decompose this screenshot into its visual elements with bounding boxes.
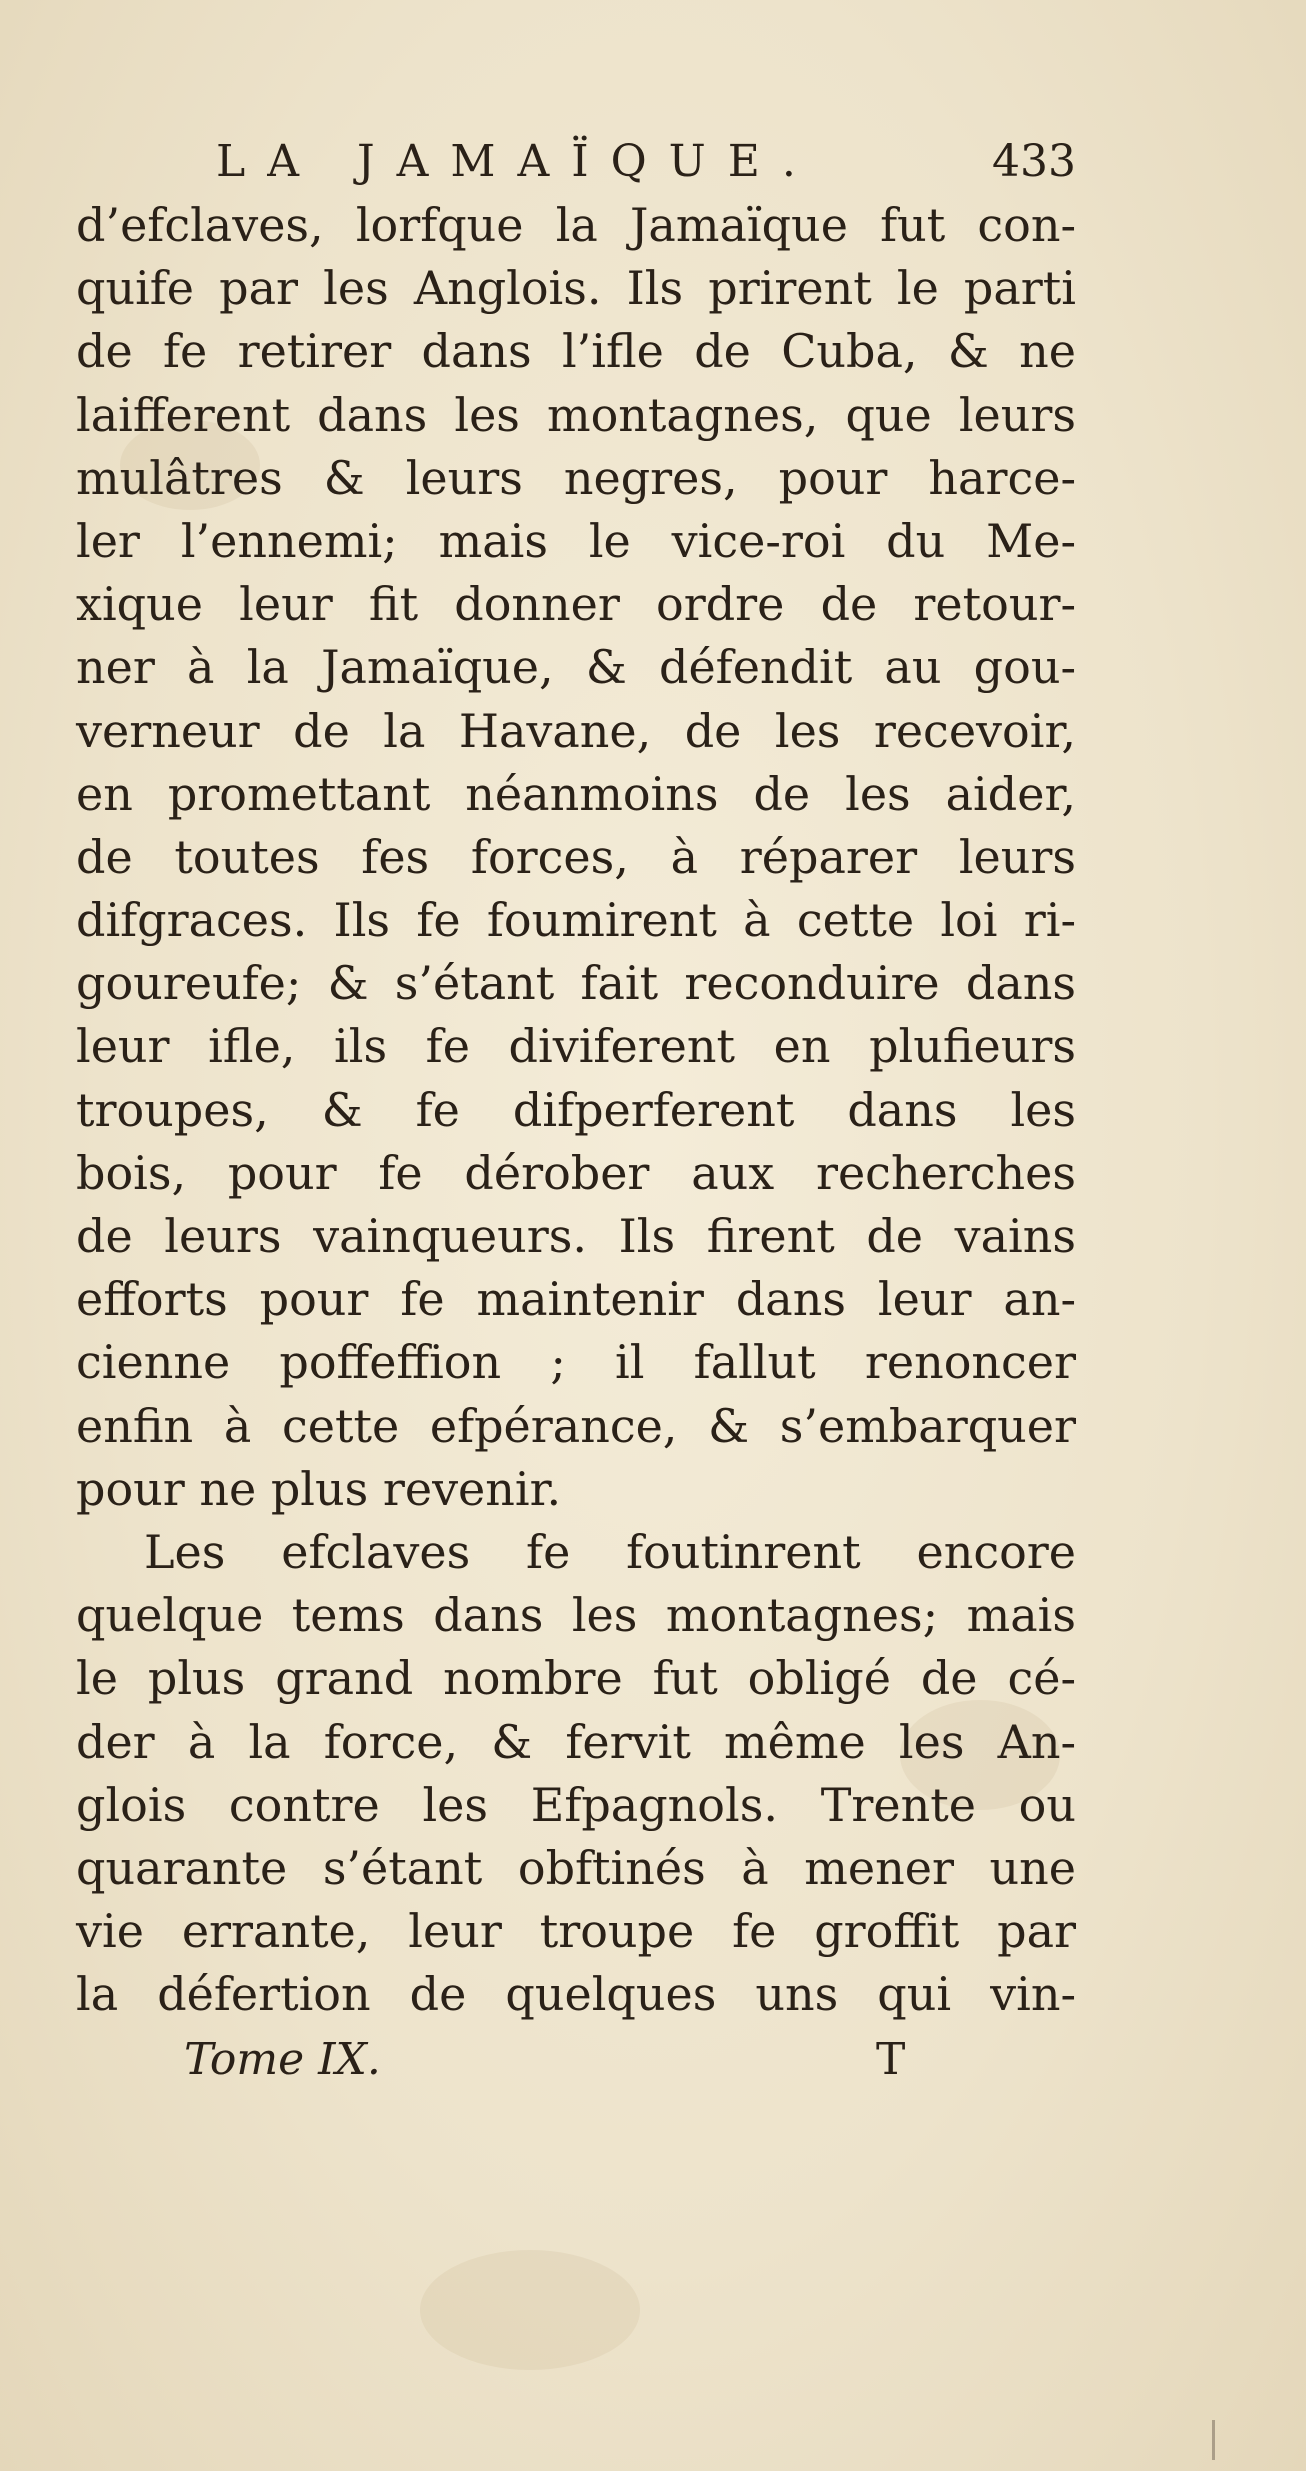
text-line: de leurs vainqueurs. Ils firent de vains (76, 1209, 1076, 1263)
text-line: de toutes fes forces, à réparer leurs (76, 829, 1076, 884)
text-line: goureufe; & s’étant fait reconduire dans (76, 956, 1076, 1011)
text-line: enfin à cette efpérance, & s’embarquer (76, 1398, 1076, 1453)
text-line: difgraces. Ils fe foumirent à cette loi ri- (76, 893, 1076, 948)
paper-stain (420, 2250, 640, 2370)
text-line: le plus grand nombre fut obligé de cé- (76, 1651, 1076, 1706)
page-footer (76, 2028, 1076, 2092)
signature-mark: T (876, 2034, 906, 2086)
text-line: verneur de la Havane, de les recevoir, (76, 703, 1076, 758)
text-line: laifferent dans les montagnes, que leurs (76, 387, 1076, 442)
text-line: quarante s’étant obftinés à mener une (76, 1840, 1076, 1895)
text-line: la défertion de quelques uns qui vin- (76, 1967, 1076, 2022)
text-line: mulâtres & leurs negres, pour harce- (76, 450, 1076, 505)
text-line: cienne poffeffion ; il fallut renoncer (76, 1335, 1076, 1390)
text-line: d’efclaves, lorfque la Jamaïque fut con- (76, 198, 1076, 252)
running-title: LA JAMAÏQUE. (216, 136, 818, 187)
text-line: vie errante, leur troupe fe groffit par (76, 1904, 1076, 1959)
running-head (76, 130, 1076, 194)
edge-mark (1212, 2420, 1215, 2460)
text-line: der à la force, & fervit même les An- (76, 1714, 1076, 1769)
text-line: ner à la Jamaïque, & défendit au gou- (76, 640, 1076, 695)
text-line: efforts pour fe maintenir dans leur an- (76, 1272, 1076, 1327)
page-number: 433 (992, 136, 1076, 187)
text-line: de fe retirer dans l’ifle de Cuba, & ne (76, 324, 1076, 379)
text-line: quife par les Anglois. Ils prirent le parti (76, 261, 1076, 316)
text-line: leur ifle, ils fe diviferent en plufieurs (76, 1019, 1076, 1074)
text-block (76, 130, 1076, 2092)
paragraph-last-line: pour ne plus revenir. (76, 1461, 562, 1516)
text-line: glois contre les Efpagnols. Trente ou (76, 1777, 1076, 1832)
text-line: ler l’ennemi; mais le vice-roi du Me- (76, 513, 1076, 568)
volume-label: Tome IX. (184, 2034, 381, 2086)
text-line: bois, pour fe dérober aux recherches (76, 1145, 1076, 1200)
text-line: quelque tems dans les montagnes; mais (76, 1588, 1076, 1643)
text-line: troupes, & fe difperferent dans les (76, 1082, 1076, 1137)
text-line: en promettant néanmoins de les aider, (76, 766, 1076, 821)
text-line: xique leur fit donner ordre de retour- (76, 577, 1076, 632)
paragraph-first-line: Les efclaves fe foutinrent encore (144, 1524, 1076, 1579)
